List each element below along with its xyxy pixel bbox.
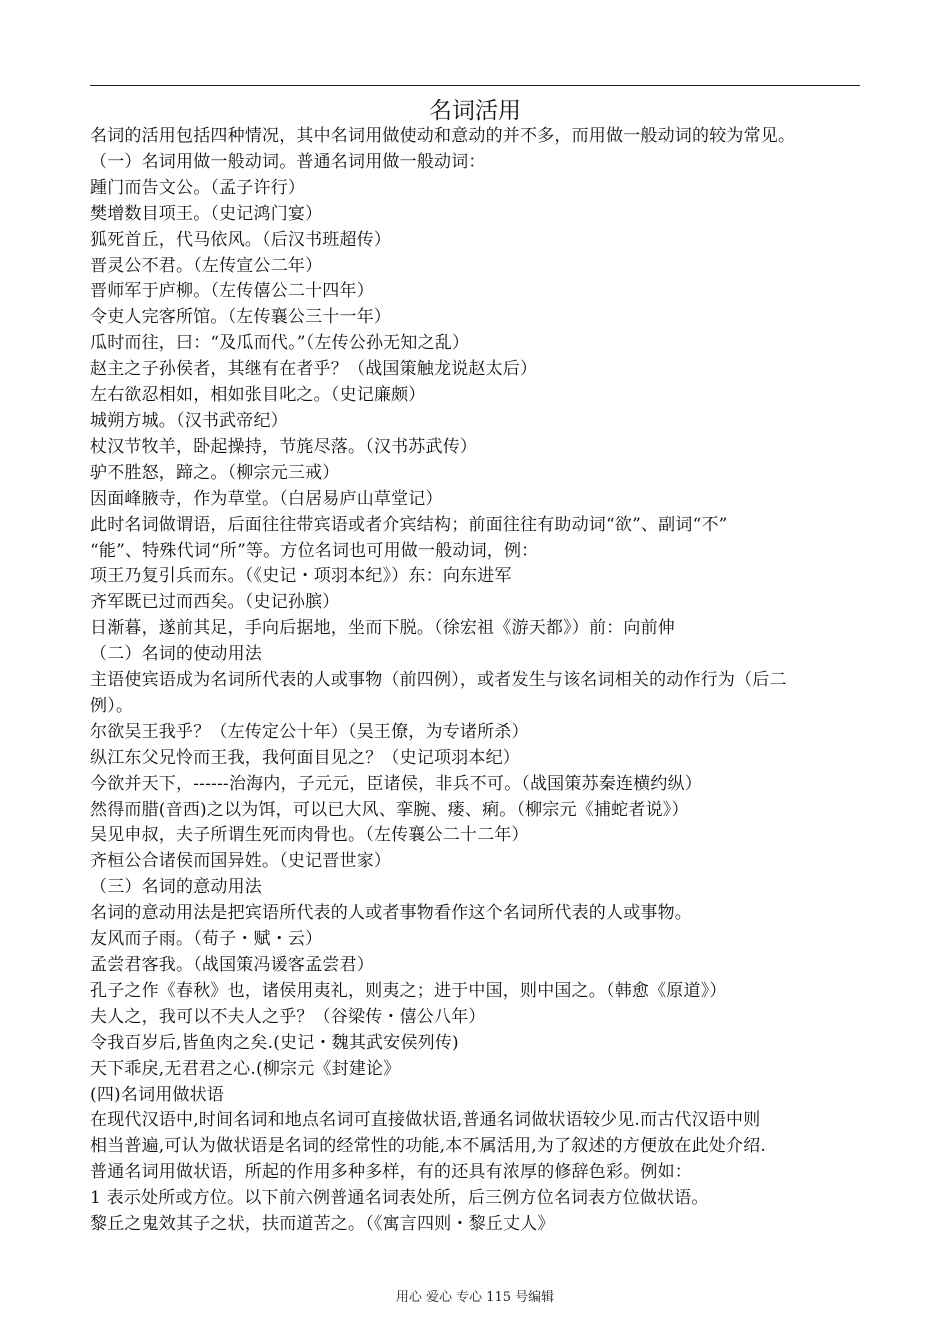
paragraph-line: “能”、特殊代词“所”等。方位名词也可用做一般动词，例： [90, 540, 539, 561]
paragraph-line: 1 表示处所或方位。以下前六例普通名词表处所，后三例方位名词表方位做状语。 [90, 1188, 709, 1209]
example-line: 狐死首丘，代马依风。（后汉书班超传） [90, 229, 392, 250]
example-line: 日渐暮，遂前其足，手向后据地，坐而下脱。（徐宏祖《游天都》）前：向前伸 [90, 618, 675, 639]
example-line: 赵主之子孙侯者，其继有在者乎？（战国策触龙说赵太后） [90, 359, 538, 380]
example-line: 孟尝君客我。（战国策冯谖客孟尝君） [90, 955, 374, 975]
page-footer: 用心 爱心 专心 115 号编辑 [395, 1290, 555, 1305]
example-line: 吴见申叔，夫子所谓生死而肉骨也。（左传襄公二十二年） [90, 825, 529, 846]
example-line: 左右欲忍相如，相如张目叱之。（史记廉颇） [90, 385, 426, 406]
example-line: 尔欲吴王我乎？（左传定公十年）（吴王僚，为专诸所杀） [90, 721, 529, 742]
example-line: 黎丘之鬼效其子之状，扶而道苦之。（《寓言四则・黎丘丈人》 [90, 1214, 555, 1235]
example-line: 令吏人完客所馆。（左传襄公三十一年） [90, 307, 392, 328]
section-heading: （一）名词用做一般动词。普通名词用做一般动词： [90, 151, 486, 172]
example-line: 晋师军于庐柳。（左传僖公二十四年） [90, 281, 374, 302]
paragraph-line: 例）。 [90, 695, 134, 716]
example-line: 纵江东父兄怜而王我，我何面目见之？（史记项羽本纪） [90, 747, 520, 768]
example-line: 城朔方城。（汉书武帝纪） [90, 410, 288, 431]
paragraph-line: 主语使宾语成为名词所代表的人或事物（前四例），或者发生与该名词相关的动作行为（后二 [90, 670, 787, 691]
paragraph-line: 相当普遍,可认为做状语是名词的经常性的功能,本不属活用,为了叙述的方便放在此处介绍. [90, 1136, 767, 1157]
example-line: 今欲并天下，------治海内，子元元，臣诸侯，非兵不可。（战国策苏秦连横约纵） [90, 773, 702, 794]
example-line: 晋灵公不君。（左传宣公二年） [90, 255, 323, 276]
example-line: 天下乖戾,无君君之心.(柳宗元《封建论》 [90, 1058, 401, 1079]
example-line: 友风而子雨。（荀子・赋・云） [90, 929, 323, 950]
example-line: 樊增数目项王。（史记鸿门宴） [90, 203, 323, 224]
section-heading: （二）名词的使动用法 [90, 644, 262, 665]
paragraph-line: 此时名词做谓语，后面往往带宾语或者介宾结构；前面往往有助动词“欲”、副词“不” [90, 514, 728, 535]
paragraph-line: 名词的活用包括四种情况，其中名词用做使动和意动的并不多，而用做一般动词的较为常见。 [90, 126, 796, 146]
example-line: 踵门而告文公。（孟子许行） [90, 177, 306, 198]
paragraph-line: 在现代汉语中,时间名词和地点名词可直接做状语,普通名词做状语较少见.而古代汉语中则 [90, 1110, 761, 1131]
paragraph-line: 名词的意动用法是把宾语所代表的人或者事物看作这个名词所代表的人或事物。 [90, 903, 692, 924]
example-line: 夫人之，我可以不夫人之乎？（谷梁传・僖公八年） [90, 1006, 486, 1027]
header-rule [90, 85, 860, 86]
example-line: 驴不胜怒，蹄之。（柳宗元三戒） [90, 462, 340, 483]
example-line: 孔子之作《春秋》也，诸侯用夷礼，则夷之；进于中国，则中国之。（韩愈《原道》） [90, 980, 727, 1001]
section-heading: (四)名词用做状语 [90, 1084, 225, 1105]
example-line: 因面峰腋寺，作为草堂。（白居易庐山草堂记） [90, 488, 443, 509]
example-line: 令我百岁后,皆鱼肉之矣.(史记・魏其武安侯列传) [90, 1032, 459, 1053]
example-line: 然得而腊(音西)之以为饵，可以已大风、挛腕、瘘、痢。（柳宗元《捕蛇者说》） [90, 799, 689, 820]
document-body [90, 124, 862, 1238]
section-heading: （三）名词的意动用法 [90, 877, 262, 898]
paragraph-line: 普通名词用做状语，所起的作用多种多样，有的还具有浓厚的修辞色彩。例如： [90, 1162, 692, 1183]
document-title: 名词活用 [429, 98, 521, 124]
example-line: 杖汉节牧羊，卧起操持，节旄尽落。（汉书苏武传） [90, 436, 478, 457]
example-line: 齐桓公合诸侯而国异姓。（史记晋世家） [90, 851, 392, 872]
example-line: 项王乃复引兵而东。（《史记・项羽本纪》）东：向东进军 [90, 566, 512, 587]
example-line: 齐军既已过而西矣。（史记孙膑） [90, 592, 340, 613]
example-line: 瓜时而往，曰：“及瓜而代。”（左传公孙无知之乱） [90, 333, 470, 354]
